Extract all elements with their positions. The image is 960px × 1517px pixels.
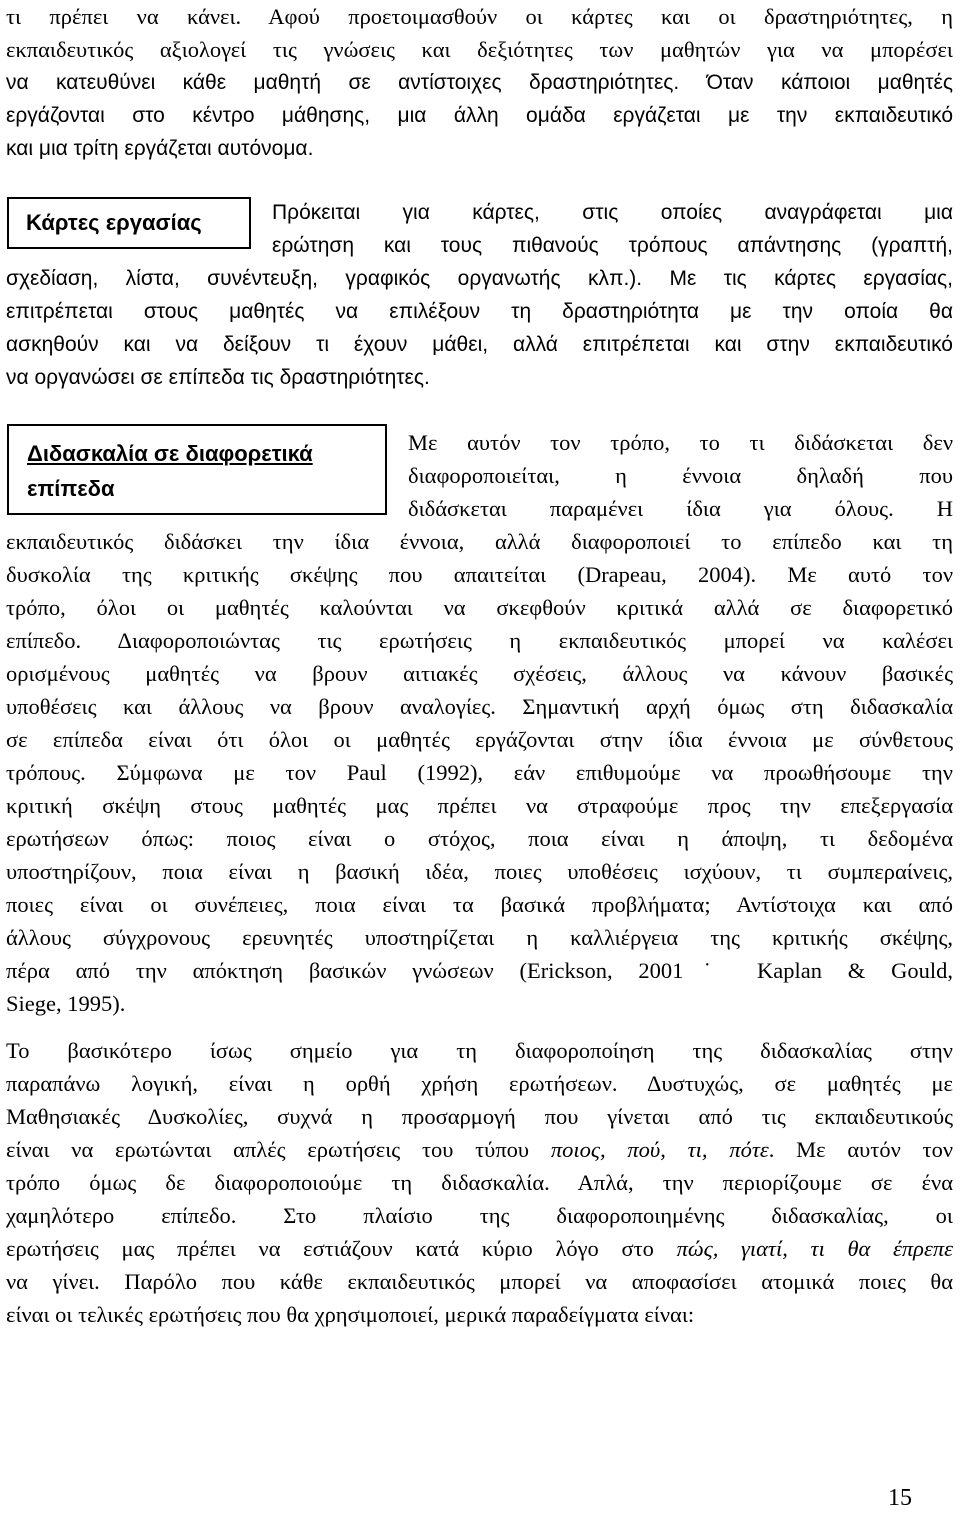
paragraph-line: ασκηθούν και να δείξουν τι έχουν μάθει, αλλά επιτρέπεται και στην εκπαιδευτικό — [6, 333, 953, 356]
heading-work-cards: Κάρτες εργασίας — [26, 210, 202, 235]
text-run: είναι να ερωτώνται απλές ερωτήσεις του τύπου — [6, 1137, 551, 1162]
paragraph-line: τρόπο, όλοι οι μαθητές καλούνται να σκεφθούν κριτικά αλλά σε διαφορετικό — [6, 595, 953, 620]
paragraph-line: επίπεδο. Διαφοροποιώντας τις ερωτήσεις η εκπαιδευτικός μπορεί να καλέσει — [6, 628, 953, 653]
paragraph-line: δυσκολία της κριτικής σκέψης που απαιτείται (Drapeau, 2004). Με αυτό τον — [6, 562, 953, 587]
paragraph-line: και μια τρίτη εργάζεται αυτόνομα. — [6, 137, 314, 160]
paragraph-line: κριτική σκέψη στους μαθητές μας πρέπει να στραφούμε προς την επεξεργασία — [6, 793, 953, 818]
heading-levels-underlined: Διδασκαλία σε διαφορετικά — [27, 441, 313, 466]
paragraph-line: παραπάνω λογική, είναι η ορθή χρήση ερωτήσεων. Δυστυχώς, σε μαθητές με — [6, 1071, 953, 1096]
page-number: 15 — [888, 1485, 912, 1511]
paragraph-line: διδάσκεται παραμένει ίδια για όλους. Η — [408, 496, 953, 521]
paragraph-line: ερώτηση και τους πιθανούς τρόπους απάντησης (γραπτή, — [272, 234, 953, 257]
heading-levels-line-1 — [27, 438, 385, 469]
paragraph-line: ερωτήσεων όπως: ποιος είναι ο στόχος, ποια είναι η άποψη, τι δεδομένα — [6, 826, 953, 851]
paragraph-line: σχεδίαση, λίστα, συνέντευξη, γραφικός οργανωτής κλπ.). Με τις κάρτες εργασίας, — [6, 267, 953, 290]
heading-levels-line-2: επίπεδα — [27, 476, 115, 501]
italic-text: πώς, γιατί, τι θα έπρεπε — [676, 1236, 953, 1261]
paragraph-line: να οργανώσει σε επίπεδα τις δραστηριότητες. — [6, 366, 430, 389]
paragraph-line: άλλους σύγχρονους ερευνητές υποστηρίζεται η καλλιέργεια της κριτικής σκέψης, — [6, 925, 953, 950]
paragraph-line: εργάζονται στο κέντρο μάθησης, μια άλλη ομάδα εργάζεται με την εκπαιδευτικό — [6, 104, 953, 127]
paragraph-line: να γίνει. Παρόλο που κάθε εκπαιδευτικός μπορεί να αποφασίσει ατομικά ποιες θα — [6, 1269, 953, 1294]
paragraph-line: πέρα από την απόκτηση βασικών γνώσεων (Erickson, 2001˙ Kaplan & Gould, — [6, 958, 953, 983]
paragraph-line: χαμηλότερο επίπεδο. Στο πλαίσιο της διαφοροποιημένης διδασκαλίας, οι — [6, 1203, 953, 1228]
paragraph-line: εκπαιδευτικός διδάσκει την ίδια έννοια, αλλά διαφοροποιεί το επίπεδο και τη — [6, 529, 953, 554]
paragraph-line: Πρόκειται για κάρτες, στις οποίες αναγράφεται μια — [272, 201, 953, 224]
heading-box-levels — [7, 424, 387, 515]
paragraph-line: τρόπο όμως δε διαφοροποιούμε τη διδασκαλία. Απλά, την περιορίζουμε σε ένα — [6, 1170, 953, 1195]
paragraph-line — [6, 1134, 953, 1166]
paragraph-line: ποιες είναι οι συνέπειες, ποια είναι τα βασικά προβλήματα; Αντίστοιχα και από — [6, 892, 953, 917]
paragraph-line: Με αυτόν τον τρόπο, το τι διδάσκεται δεν — [408, 430, 953, 455]
paragraph-line: είναι οι τελικές ερωτήσεις που θα χρησιμοποιεί, μερικά παραδείγματα είναι: — [6, 1302, 695, 1327]
paragraph-line: Το βασικότερο ίσως σημείο για τη διαφοροποίηση της διδασκαλίας στην — [6, 1038, 953, 1063]
paragraph-line: να κατευθύνει κάθε μαθητή σε αντίστοιχες δραστηριότητες. Όταν κάποιοι μαθητές — [6, 71, 953, 94]
paragraph-line: σε επίπεδα είναι ότι όλοι οι μαθητές εργάζονται στην ίδια έννοια με σύνθετους — [6, 727, 953, 752]
text-run: . Με αυτόν τον — [768, 1137, 953, 1162]
paragraph-line: υποθέσεις και άλλους να βρουν αναλογίες. Σημαντική αρχή όμως στη διδασκαλία — [6, 694, 953, 719]
heading-box-work-cards — [7, 197, 251, 249]
italic-text: ποιος, πού, τι, πότε — [550, 1137, 769, 1162]
paragraph-line — [6, 1233, 953, 1265]
paragraph-line: Siege, 1995). — [6, 991, 126, 1016]
paragraph-line: τι πρέπει να κάνει. Αφού προετοιμασθούν οι κάρτες και οι δραστηριότητες, η — [6, 4, 953, 29]
paragraph-line: εκπαιδευτικός αξιολογεί τις γνώσεις και δεξιότητες των μαθητών για να μπορέσει — [6, 37, 953, 62]
paragraph-line: διαφοροποιείται, η έννοια δηλαδή που — [408, 463, 953, 488]
paragraph-line: υποστηρίζουν, ποια είναι η βασική ιδέα, ποιες υποθέσεις ισχύουν, τι συμπεραίνεις, — [6, 859, 953, 884]
paragraph-line: επιτρέπεται στους μαθητές να επιλέξουν τη δραστηριότητα με την οποία θα — [6, 300, 953, 323]
paragraph-line: Μαθησιακές Δυσκολίες, συχνά η προσαρμογή που γίνεται από τις εκπαιδευτικούς — [6, 1104, 953, 1129]
paragraph-line: τρόπους. Σύμφωνα με τον Paul (1992), εάν επιθυμούμε να προωθήσουμε την — [6, 760, 953, 785]
paragraph-line: ορισμένους μαθητές να βρουν αιτιακές σχέσεις, άλλους να κάνουν βασικές — [6, 661, 953, 686]
text-run: ερωτήσεις μας πρέπει να εστιάζουν κατά κύριο λόγο στο — [6, 1236, 677, 1261]
